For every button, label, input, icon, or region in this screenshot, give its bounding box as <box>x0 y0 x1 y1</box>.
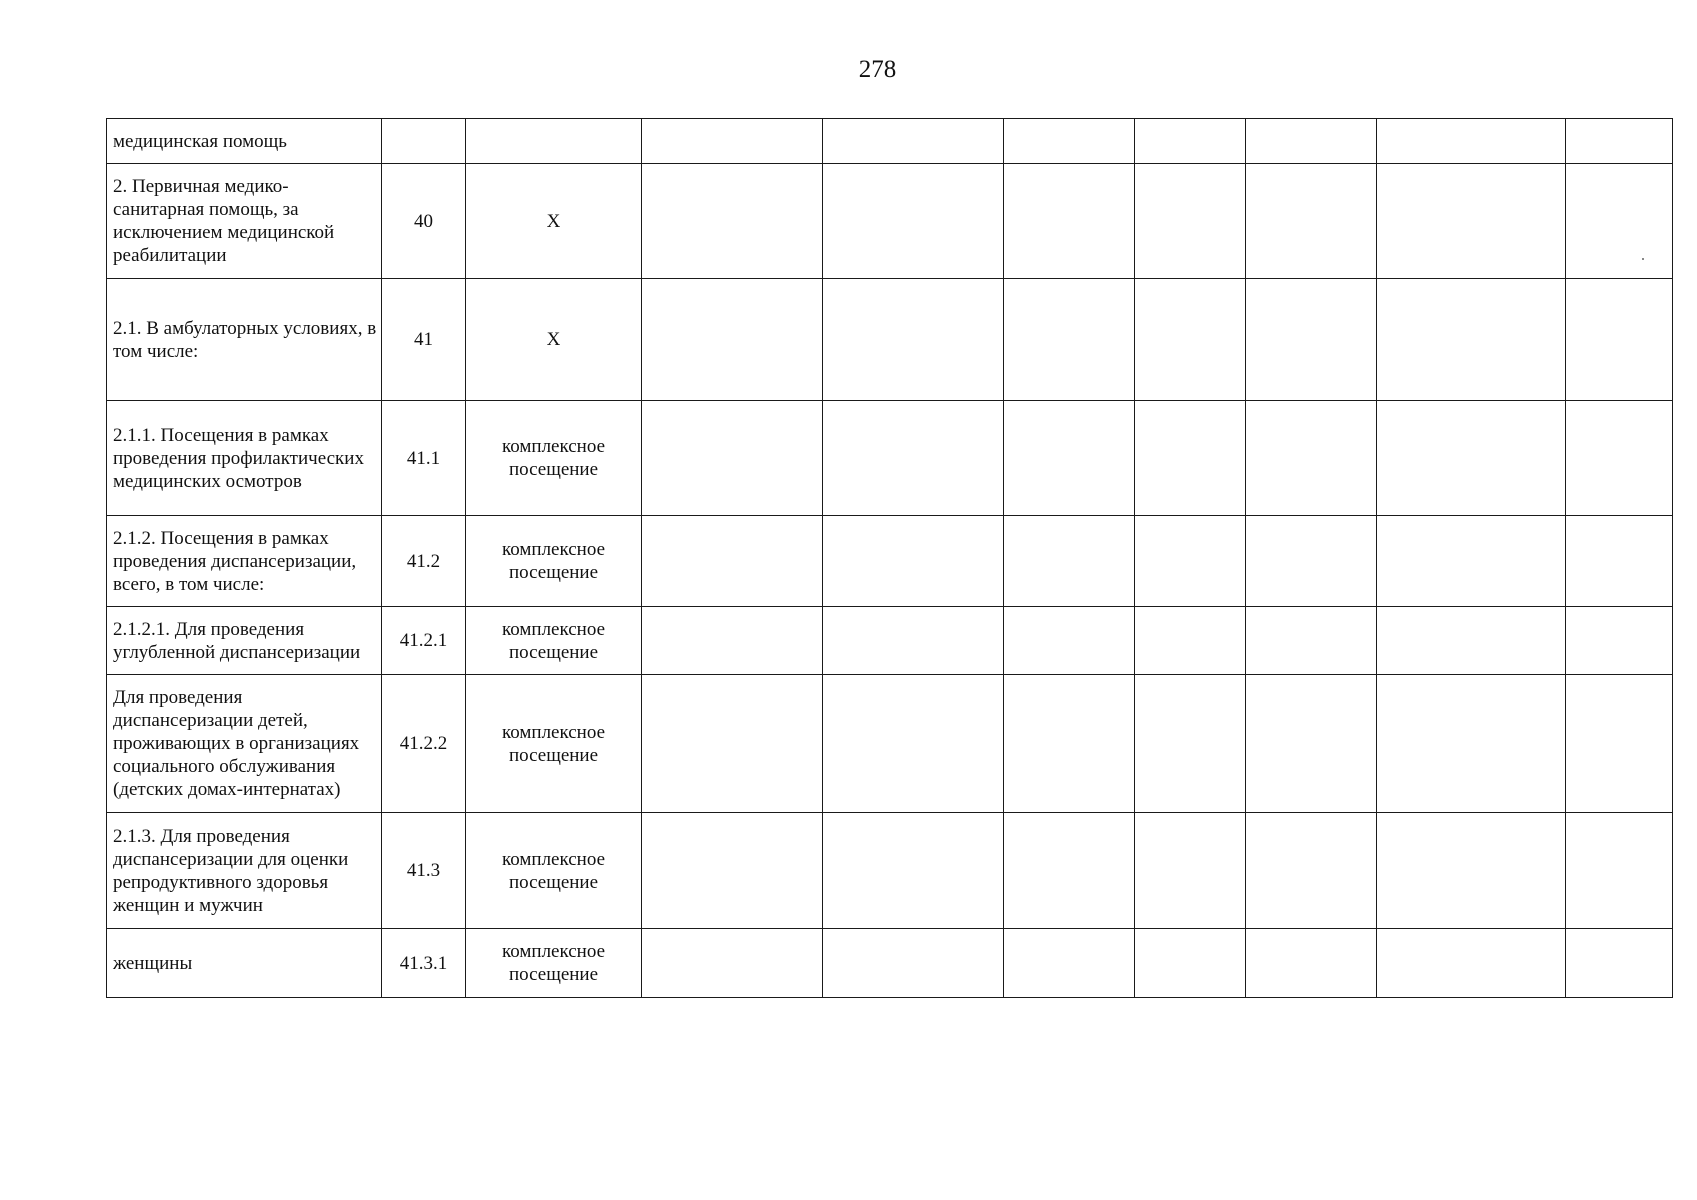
row-name-cell: медицинская помощь <box>107 119 382 164</box>
empty-value-cell <box>823 516 1004 607</box>
table-row <box>107 929 1673 998</box>
table-row <box>107 119 1673 164</box>
empty-value-cell <box>1566 279 1673 401</box>
empty-value-cell <box>1004 516 1135 607</box>
row-unit-cell: комплексное посещение <box>466 607 642 675</box>
page-number: 278 <box>858 56 897 83</box>
empty-value-cell <box>1377 813 1566 929</box>
empty-value-cell <box>1566 929 1673 998</box>
empty-value-cell <box>1377 401 1566 516</box>
row-code-cell: 41.2.1 <box>382 607 466 675</box>
row-unit-cell: комплексное посещение <box>466 675 642 813</box>
empty-value-cell <box>823 279 1004 401</box>
row-code-cell: 41.1 <box>382 401 466 516</box>
empty-value-cell <box>1377 607 1566 675</box>
row-unit-cell: X <box>466 279 642 401</box>
empty-value-cell <box>823 929 1004 998</box>
row-unit-cell: X <box>466 164 642 279</box>
empty-value-cell <box>823 401 1004 516</box>
row-name-cell: женщины <box>107 929 382 998</box>
empty-value-cell <box>642 675 823 813</box>
empty-value-cell <box>1246 164 1377 279</box>
empty-value-cell <box>823 607 1004 675</box>
medical-care-table <box>106 118 1673 998</box>
row-code-cell: 41.3 <box>382 813 466 929</box>
empty-value-cell <box>1246 119 1377 164</box>
empty-value-cell <box>1135 164 1246 279</box>
row-name-cell: 2.1. В амбулаторных условиях, в том числе: <box>107 279 382 401</box>
empty-value-cell <box>1135 401 1246 516</box>
empty-value-cell <box>642 516 823 607</box>
empty-value-cell <box>1246 516 1377 607</box>
empty-value-cell <box>1135 675 1246 813</box>
empty-value-cell <box>1004 929 1135 998</box>
empty-value-cell <box>823 119 1004 164</box>
empty-value-cell <box>1377 279 1566 401</box>
row-code-cell: 41.2.2 <box>382 675 466 813</box>
empty-value-cell <box>642 279 823 401</box>
row-code-cell: 40 <box>382 164 466 279</box>
empty-value-cell <box>1377 516 1566 607</box>
empty-value-cell <box>1377 929 1566 998</box>
empty-value-cell <box>1246 401 1377 516</box>
empty-value-cell <box>1135 929 1246 998</box>
empty-value-cell <box>1135 119 1246 164</box>
row-unit-cell: комплексное посещение <box>466 929 642 998</box>
empty-value-cell <box>642 401 823 516</box>
empty-value-cell <box>1377 675 1566 813</box>
empty-value-cell <box>1135 516 1246 607</box>
row-unit-cell: комплексное посещение <box>466 516 642 607</box>
empty-value-cell <box>1377 119 1566 164</box>
row-name-cell: 2.1.1. Посещения в рамках проведения профилактических медицинских осмотров <box>107 401 382 516</box>
table-row <box>107 813 1673 929</box>
row-name-cell: 2.1.2. Посещения в рамках проведения диспансеризации, всего, в том числе: <box>107 516 382 607</box>
empty-value-cell <box>1377 164 1566 279</box>
empty-value-cell <box>642 929 823 998</box>
empty-value-cell <box>1135 279 1246 401</box>
empty-value-cell <box>1004 279 1135 401</box>
empty-value-cell <box>642 607 823 675</box>
empty-value-cell <box>1004 401 1135 516</box>
empty-value-cell <box>1566 813 1673 929</box>
row-unit-cell <box>466 119 642 164</box>
empty-value-cell <box>1004 607 1135 675</box>
row-name-cell: 2.1.3. Для проведения диспансеризации для оценки репродуктивного здоровья женщин и мужчин <box>107 813 382 929</box>
row-name-cell: Для проведения диспансеризации детей, проживающих в организациях социального обслуживания (детских домах-интернатах) <box>107 675 382 813</box>
empty-value-cell <box>1246 279 1377 401</box>
empty-value-cell <box>1135 607 1246 675</box>
empty-value-cell <box>1566 119 1673 164</box>
empty-value-cell <box>1004 164 1135 279</box>
table-body <box>107 119 1673 998</box>
table-row <box>107 516 1673 607</box>
table-row <box>107 279 1673 401</box>
empty-value-cell <box>1566 607 1673 675</box>
empty-value-cell <box>1246 675 1377 813</box>
empty-value-cell <box>1566 516 1673 607</box>
row-name-cell: 2.1.2.1. Для проведения углубленной диспансеризации <box>107 607 382 675</box>
empty-value-cell <box>642 119 823 164</box>
empty-value-cell <box>1566 164 1673 279</box>
empty-value-cell <box>1004 813 1135 929</box>
empty-value-cell <box>1246 929 1377 998</box>
empty-value-cell <box>1135 813 1246 929</box>
empty-value-cell <box>1004 119 1135 164</box>
table-row <box>107 675 1673 813</box>
empty-value-cell <box>823 164 1004 279</box>
table-row <box>107 401 1673 516</box>
empty-value-cell <box>823 675 1004 813</box>
empty-value-cell <box>642 164 823 279</box>
empty-value-cell <box>1566 675 1673 813</box>
empty-value-cell <box>1246 813 1377 929</box>
empty-value-cell <box>823 813 1004 929</box>
empty-value-cell <box>1246 607 1377 675</box>
row-code-cell: 41 <box>382 279 466 401</box>
table-row <box>107 607 1673 675</box>
empty-value-cell <box>1566 401 1673 516</box>
row-unit-cell: комплексное посещение <box>466 813 642 929</box>
row-unit-cell: комплексное посещение <box>466 401 642 516</box>
table-row <box>107 164 1673 279</box>
empty-value-cell <box>1004 675 1135 813</box>
row-code-cell <box>382 119 466 164</box>
empty-value-cell <box>642 813 823 929</box>
row-code-cell: 41.2 <box>382 516 466 607</box>
row-code-cell: 41.3.1 <box>382 929 466 998</box>
row-name-cell: 2. Первичная медико-санитарная помощь, за исключением медицинской реабилитации <box>107 164 382 279</box>
